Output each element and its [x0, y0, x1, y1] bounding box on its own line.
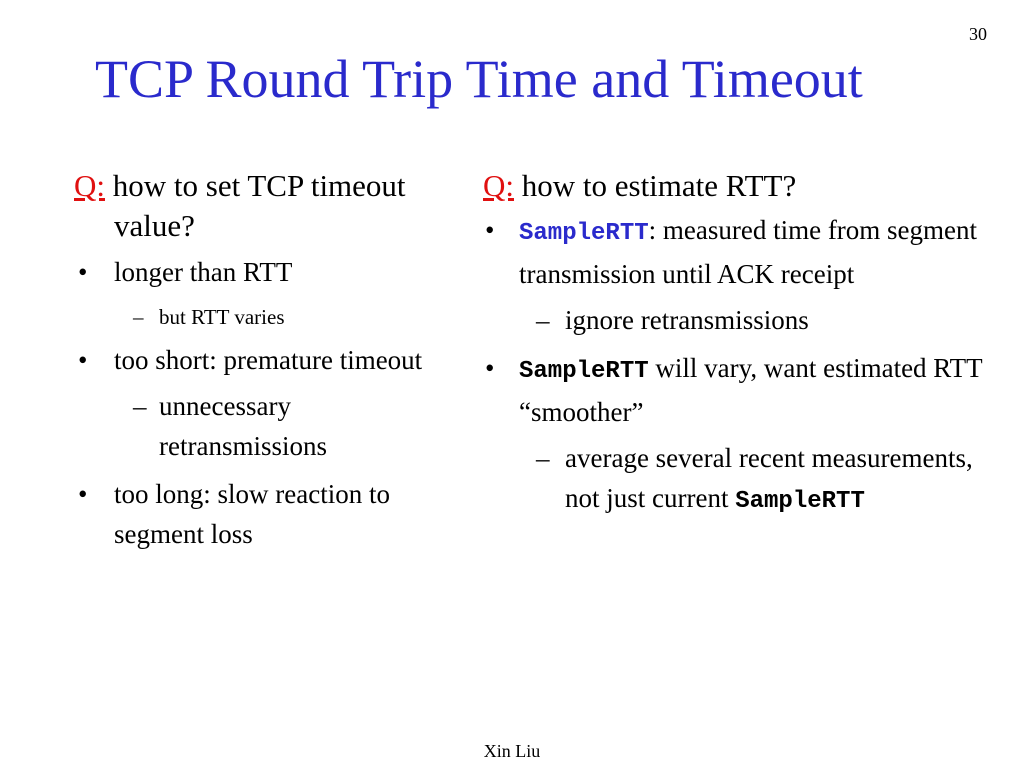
sample-rtt-code: SampleRTT	[519, 220, 649, 247]
right-sub-2	[483, 438, 988, 522]
right-question-text: how to estimate RTT?	[514, 168, 797, 203]
sample-rtt-code: SampleRTT	[519, 358, 649, 385]
dash-icon: –	[133, 305, 144, 329]
right-bullet-1	[483, 210, 988, 294]
left-bullet-3-text: too long: slow reaction to segment loss	[114, 479, 390, 549]
dash-icon: –	[536, 305, 550, 335]
dash-icon: –	[133, 391, 147, 421]
left-bullet-2	[74, 340, 454, 380]
page-number: 30	[969, 24, 987, 44]
right-sub-1	[483, 300, 988, 340]
right-bullet-2	[483, 348, 988, 432]
right-question	[483, 166, 988, 206]
left-question	[74, 166, 454, 246]
footer-author: Xin Liu	[483, 741, 541, 761]
left-sub-1	[74, 302, 454, 332]
left-sub-2-text: unnecessary retransmissions	[159, 391, 327, 461]
left-bullet-3	[74, 474, 454, 554]
right-question-label: Q:	[483, 168, 514, 203]
right-bullet-2-text: will vary, want estimated RTT “smoother”	[519, 353, 983, 427]
bullet-dot-icon: •	[78, 479, 88, 509]
left-question-text: how to set TCP timeout value?	[105, 168, 406, 243]
right-bullet-1-text: : measured time from segment transmission until ACK receipt	[519, 215, 978, 289]
right-column	[483, 166, 988, 530]
bullet-dot-icon: •	[485, 353, 495, 383]
left-sub-1-text: but RTT varies	[159, 305, 285, 329]
right-sub-1-text: ignore retransmissions	[565, 305, 809, 335]
left-question-label: Q:	[74, 168, 105, 203]
bullet-dot-icon: •	[78, 257, 88, 287]
left-bullet-1-text: longer than RTT	[114, 257, 293, 287]
right-sub-2-text: average several recent measurements, not just current	[565, 443, 973, 513]
left-sub-2	[74, 386, 454, 466]
sample-rtt-code: SampleRTT	[735, 488, 865, 515]
bullet-dot-icon: •	[78, 345, 88, 375]
left-column	[74, 166, 454, 564]
bullet-dot-icon: •	[485, 215, 495, 245]
dash-icon: –	[536, 443, 550, 473]
left-bullet-1	[74, 252, 454, 292]
left-bullet-2-text: too short: premature timeout	[114, 345, 423, 375]
slide-title: TCP Round Trip Time and Timeout	[95, 49, 863, 109]
